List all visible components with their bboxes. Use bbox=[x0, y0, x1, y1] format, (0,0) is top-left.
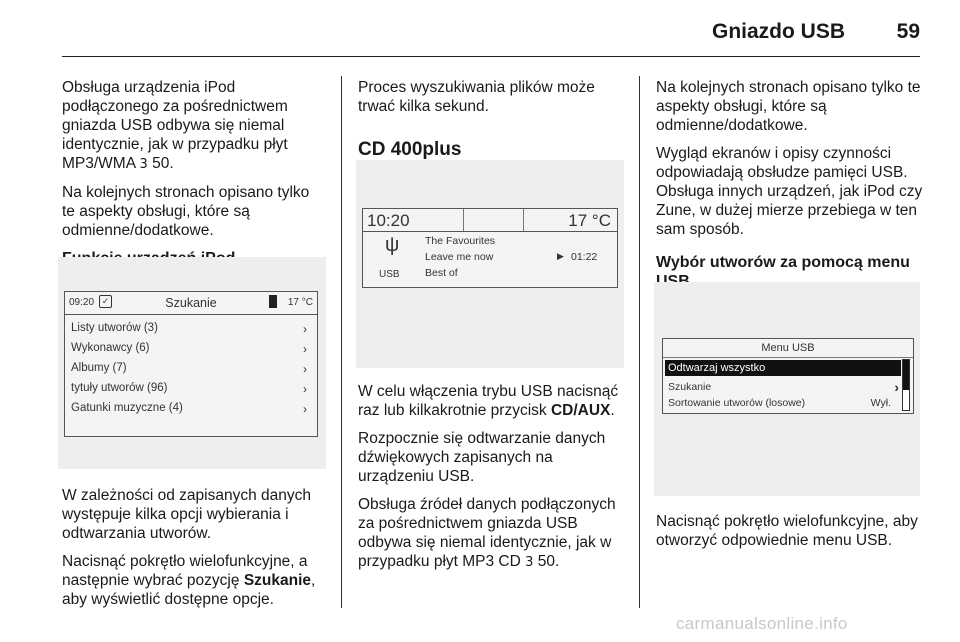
clock-time: 09:20 bbox=[69, 297, 95, 308]
page-reference[interactable]: 50. bbox=[152, 155, 174, 172]
column-1-lower bbox=[62, 486, 330, 618]
menu-item[interactable]: Sortowanie utworów (losowe) Wył. bbox=[668, 397, 891, 409]
screen-title: Szukanie bbox=[165, 296, 217, 310]
temperature-icon bbox=[269, 295, 277, 308]
divider bbox=[463, 209, 464, 231]
paragraph: W celu włączenia trybu USB nacisnąć raz lub kilkakrotnie przycisk CD/AUX. bbox=[358, 383, 619, 419]
figure-cd400-usb bbox=[356, 160, 624, 368]
play-icon: ▶ bbox=[557, 251, 564, 261]
paragraph: Nacisnąć pokrętło wielofunkcyjne, a następnie wybrać pozycję Szukanie, aby wyświetlić dostępne opcje. bbox=[62, 553, 316, 608]
temperature: 17 °C bbox=[287, 297, 313, 308]
subheading: CD 400plus bbox=[358, 139, 462, 160]
status-bar bbox=[363, 209, 617, 232]
reference-arrow-icon: 3 bbox=[525, 555, 534, 570]
column-divider bbox=[639, 76, 640, 608]
header-divider bbox=[62, 56, 920, 57]
column-3-lower bbox=[656, 512, 918, 559]
status-bar bbox=[65, 292, 317, 315]
chevron-right-icon: › bbox=[303, 382, 307, 396]
usb-icon: ψ bbox=[385, 234, 400, 256]
subheading: Wybór utworów za pomocą menu bbox=[656, 254, 910, 271]
list-item[interactable]: Albumy (7) › bbox=[71, 362, 307, 376]
page-header bbox=[0, 0, 960, 56]
paragraph: W zależności od zapisanych danych występuje kilka opcji wybierania i odtwarzania utworów. bbox=[62, 487, 311, 542]
menu-item[interactable]: Szukanie › bbox=[668, 379, 899, 395]
reference-arrow-icon: 3 bbox=[139, 157, 148, 172]
watermark: carmanualsonline.info bbox=[676, 614, 848, 633]
paragraph: Rozpocznie się odtwarzanie danych dźwiękowych zapisanych na urządzeniu USB. bbox=[358, 430, 606, 485]
chevron-right-icon: › bbox=[894, 379, 899, 395]
paragraph: Wygląd ekranów i opisy czynności odpowiadają obsłudze pamięci USB. Obsługa innych urządzeń, jak iPod czy Zune, w dużej mierze przebiega w ten sam sposób. bbox=[656, 145, 923, 238]
divider bbox=[523, 209, 524, 231]
chevron-right-icon: › bbox=[303, 362, 307, 376]
paragraph: Na kolejnych stronach opisano tylko te aspekty obsługi, które są odmienne/dodatkowe. bbox=[656, 79, 921, 134]
page-reference[interactable]: 50. bbox=[537, 553, 560, 570]
page-number: 59 bbox=[896, 20, 920, 43]
paragraph: Obsługa źródeł danych podłączonych za pośrednictwem gniazda USB odbywa się niemal identycznie, jak w przypadku płyt MP3 CD 3 50. bbox=[358, 496, 616, 570]
menu-title-bar bbox=[663, 339, 913, 358]
paragraph: Obsługa urządzenia iPod podłączonego za pośrednictwem gniazda USB odbywa się niemal identycznie, jak w przypadku płyt MP3/WMA 3 50. bbox=[62, 79, 288, 172]
list-item[interactable]: Wykonawcy (6) › bbox=[71, 342, 307, 356]
play-time: 01:22 bbox=[571, 251, 598, 263]
temperature: 17 °C bbox=[568, 211, 611, 230]
display-screen bbox=[662, 338, 914, 414]
figure-ipod-search bbox=[58, 257, 326, 469]
display-screen bbox=[362, 208, 618, 288]
chevron-right-icon: › bbox=[303, 322, 307, 336]
track-line-2: Leave me now bbox=[425, 251, 494, 263]
section-title: Gniazdo USB bbox=[711, 20, 845, 43]
chevron-right-icon: › bbox=[303, 342, 307, 356]
setting-value: Wył. bbox=[870, 397, 891, 409]
column-2-lower bbox=[358, 382, 630, 581]
track-line-3: Best of bbox=[425, 267, 458, 279]
column-2 bbox=[358, 78, 630, 159]
menu-item-selected[interactable]: Odtwarzaj wszystko bbox=[665, 360, 901, 376]
menu-item-name: Szukanie bbox=[243, 572, 312, 589]
figure-usb-menu bbox=[654, 282, 920, 496]
paragraph: Na kolejnych stronach opisano tylko te aspekty obsługi, które są odmienne/dodatkowe. bbox=[62, 184, 310, 239]
list-item[interactable]: Listy utworów (3) › bbox=[71, 322, 307, 336]
scrollbar[interactable] bbox=[902, 359, 910, 411]
column-3 bbox=[656, 78, 924, 297]
clock-time: 10:20 bbox=[367, 211, 410, 230]
paragraph: Proces wyszukiwania plików może trwać kilka sekund. bbox=[358, 79, 595, 115]
button-name: CD/AUX bbox=[550, 402, 611, 419]
list-item[interactable]: Gatunki muzyczne (4) › bbox=[71, 402, 307, 416]
chevron-right-icon: › bbox=[303, 402, 307, 416]
paragraph: Nacisnąć pokrętło wielofunkcyjne, aby otworzyć odpowiednie menu USB. bbox=[656, 513, 918, 549]
scrollbar-thumb[interactable] bbox=[903, 360, 909, 390]
menu-title: Menu USB bbox=[761, 342, 815, 354]
column-1 bbox=[62, 78, 324, 274]
column-divider bbox=[341, 76, 342, 608]
ipod-icon: ✓ bbox=[99, 295, 112, 308]
track-line-1: The Favourites bbox=[425, 235, 496, 247]
display-screen bbox=[64, 291, 318, 437]
list-item[interactable]: tytuły utworów (96) › bbox=[71, 382, 307, 396]
usb-label: USB bbox=[379, 269, 400, 280]
